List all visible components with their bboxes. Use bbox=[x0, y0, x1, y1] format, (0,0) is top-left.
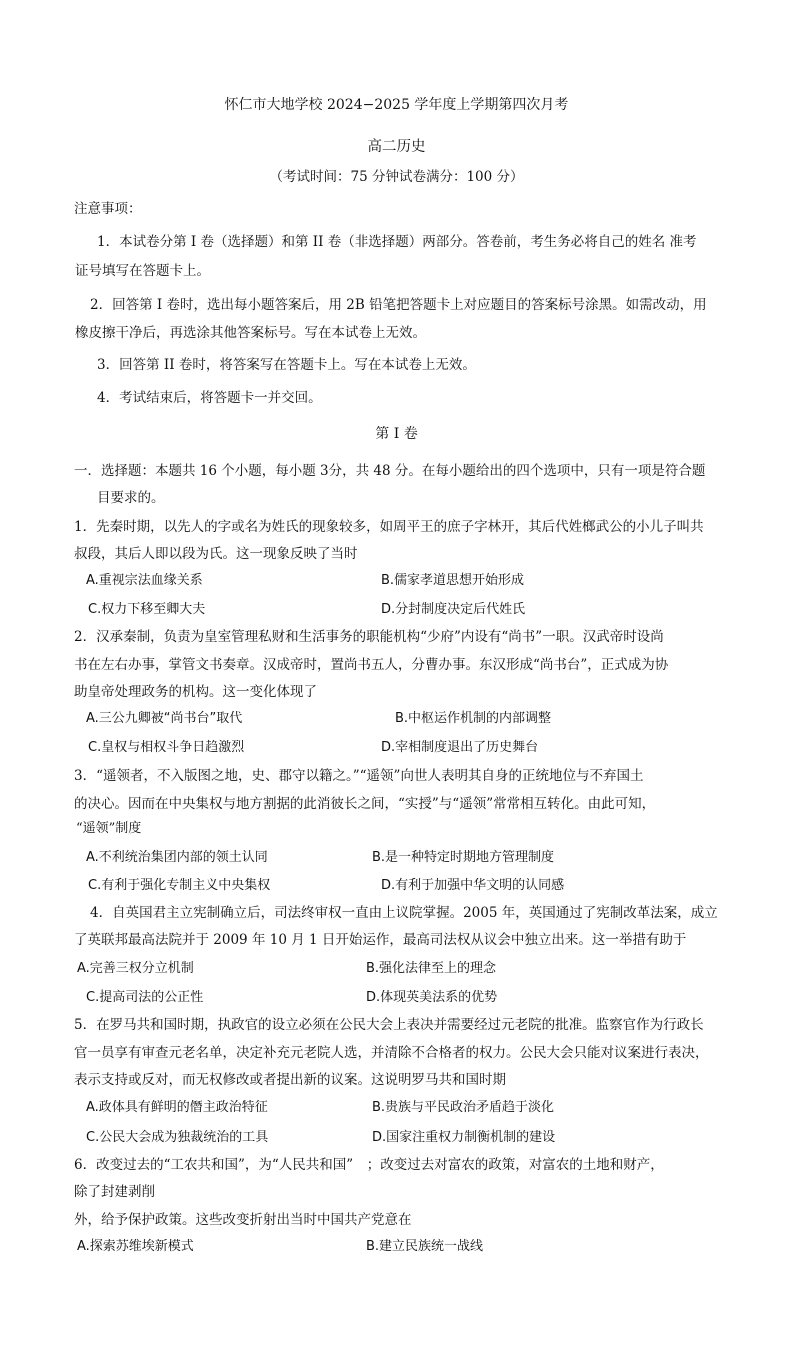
notice-item-2-line-2: 橡皮擦干净后，再选涂其他答案标号。写在本试卷上无效。 bbox=[75, 325, 426, 341]
notice-item-4: 4．考试结束后，将答题卡一并交回。 bbox=[97, 390, 322, 406]
question-1-option-d[interactable]: D.分封制度决定后代姓氏 bbox=[381, 602, 526, 617]
question-1-option-a[interactable]: A.重视宗法血缘关系 bbox=[86, 573, 203, 588]
question-2-stem-line-1: 2．汉承秦制，负责为皇室管理私财和生活事务的职能机构“少府”内设有“尚书”一职。汉武帝时设尚 bbox=[74, 629, 664, 645]
question-2-option-b[interactable]: B.中枢运作机制的内部调整 bbox=[395, 711, 552, 726]
notice-heading: 注意事项： bbox=[74, 201, 142, 217]
notice-item-1-line-1: 1．本试卷分第 I 卷（选择题）和第 II 卷（非选择题）两部分。答卷前，考生务必将自己的姓名 准考 bbox=[97, 234, 697, 250]
notice-item-1-line-2: 证号填写在答题卡上。 bbox=[75, 263, 210, 279]
section-instruction-line-2: 目要求的。 bbox=[97, 490, 165, 506]
section-title: 第 I 卷 bbox=[375, 426, 418, 442]
question-4-stem-line-2: 了英联邦最高法院并于 2009 年 10 月 1 日开始运作，最高司法权从议会中独立出来。这一举措有助于 bbox=[74, 932, 687, 948]
question-2-stem-line-2: 书在左右办事，掌管文书奏章。汉成帝时，置尚书五人，分曹办事。东汉形成“尚书台”，正式成为协 bbox=[74, 657, 669, 673]
exam-info: （考试时间：75 分钟试卷满分：100 分） bbox=[269, 169, 524, 185]
question-6-stem-line-2: 除了封建剥削 bbox=[74, 1184, 155, 1200]
notice-item-2-line-1: 2．回答第 I 卷时，选出每小题答案后，用 2B 铅笔把答题卡上对应题目的答案标号涂黑。如需改动，用 bbox=[90, 297, 707, 313]
question-4-option-a[interactable]: A.完善三权分立机制 bbox=[77, 961, 194, 976]
section-instruction-line-1: 一．选择题：本题共 16 个小题，每小题 3分，共 48 分。在每小题给出的四个选项中，只有一项是符合题 bbox=[74, 463, 706, 479]
question-5-stem-line-2: 官一员享有审查元老名单，决定补充元老院人选，并清除不合格者的权力。公民大会只能对议案进行表决， bbox=[74, 1045, 709, 1061]
question-3-option-c[interactable]: C.有利于强化专制主义中央集权 bbox=[88, 878, 271, 893]
question-5-option-b[interactable]: B.贵族与平民政治矛盾趋于淡化 bbox=[372, 1100, 555, 1115]
question-2-stem-line-3: 助皇帝处理政务的机构。这一变化体现了 bbox=[74, 684, 317, 700]
subject-title: 高二历史 bbox=[367, 139, 426, 155]
question-3-stem-line-2: 的决心。因而在中央集权与地方割据的此消彼长之间，“实授”与“遥领”常常相互转化。由此可知， bbox=[74, 796, 656, 812]
question-1-stem-line-1: 1．先秦时期，以先人的字或名为姓氏的现象较多，如周平王的庶子字林开，其后代姓榔武公的小儿子叫共 bbox=[74, 519, 704, 535]
question-2-option-d[interactable]: D.宰相制度退出了历史舞台 bbox=[381, 740, 539, 755]
question-5-option-c[interactable]: C.公民大会成为独裁统治的工具 bbox=[86, 1130, 269, 1145]
question-6-option-b[interactable]: B.建立民族统一战线 bbox=[366, 1239, 484, 1254]
question-1-option-b[interactable]: B.儒家孝道思想开始形成 bbox=[381, 573, 525, 588]
notice-item-3: 3．回答第 II 卷时，将答案写在答题卡上。写在本试卷上无效。 bbox=[97, 357, 476, 373]
question-6-stem-line-3: 外，给予保护政策。这些改变折射出当时中国共产党意在 bbox=[74, 1212, 412, 1228]
question-3-option-a[interactable]: A.不利统治集团内部的领土认同 bbox=[86, 850, 268, 865]
question-3-stem-line-3: “遥领”制度 bbox=[76, 821, 142, 836]
question-2-option-c[interactable]: C.皇权与相权斗争日趋激烈 bbox=[88, 740, 245, 755]
question-5-option-d[interactable]: D.国家注重权力制衡机制的建设 bbox=[372, 1130, 556, 1145]
question-4-option-b[interactable]: B.强化法律至上的理念 bbox=[366, 961, 497, 976]
question-2-option-a[interactable]: A.三公九卿被“尚书台”取代 bbox=[86, 711, 243, 726]
question-6-option-a[interactable]: A.探索苏维埃新模式 bbox=[77, 1239, 194, 1254]
question-5-stem-line-3: 表示支持或反对，而无权修改或者提出新的议案。这说明罗马共和国时期 bbox=[74, 1072, 506, 1088]
question-3-option-d[interactable]: D.有利于加强中华文明的认同感 bbox=[381, 878, 565, 893]
question-6-stem-line-1: 6．改变过去的“工农共和国”，为“人民共和国” ；改变过去对富农的政策，对富农的土地和财产， bbox=[74, 1157, 664, 1173]
question-5-stem-line-1: 5．在罗马共和国时期，执政官的设立必须在公民大会上表决并需要经过元老院的批准。监察官作为行政长 bbox=[74, 1017, 704, 1033]
question-4-option-d[interactable]: D.体现英美法系的优势 bbox=[366, 990, 498, 1005]
exam-title: 怀仁市大地学校 2024−2025 学年度上学期第四次月考 bbox=[224, 97, 569, 113]
question-1-option-c[interactable]: C.权力下移至卿大夫 bbox=[88, 602, 206, 617]
question-4-stem-line-1: 4．自英国君主立宪制确立后，司法终审权一直由上议院掌握。2005 年，英国通过了宪制改革法案，成立 bbox=[90, 905, 718, 921]
question-3-option-b[interactable]: B.是一种特定时期地方管理制度 bbox=[372, 850, 555, 865]
question-1-stem-line-2: 叔段，其后人即以段为氏。这一现象反映了当时 bbox=[74, 546, 358, 562]
question-3-stem-line-1: 3．“遥领者，不入版图之地，史、郡守以籍之。”“遥领”向世人表明其自身的正统地位与不弃国土 bbox=[74, 768, 644, 784]
question-4-option-c[interactable]: C.提高司法的公正性 bbox=[86, 990, 204, 1005]
question-5-option-a[interactable]: A.政体具有鲜明的僭主政治特征 bbox=[86, 1100, 268, 1115]
